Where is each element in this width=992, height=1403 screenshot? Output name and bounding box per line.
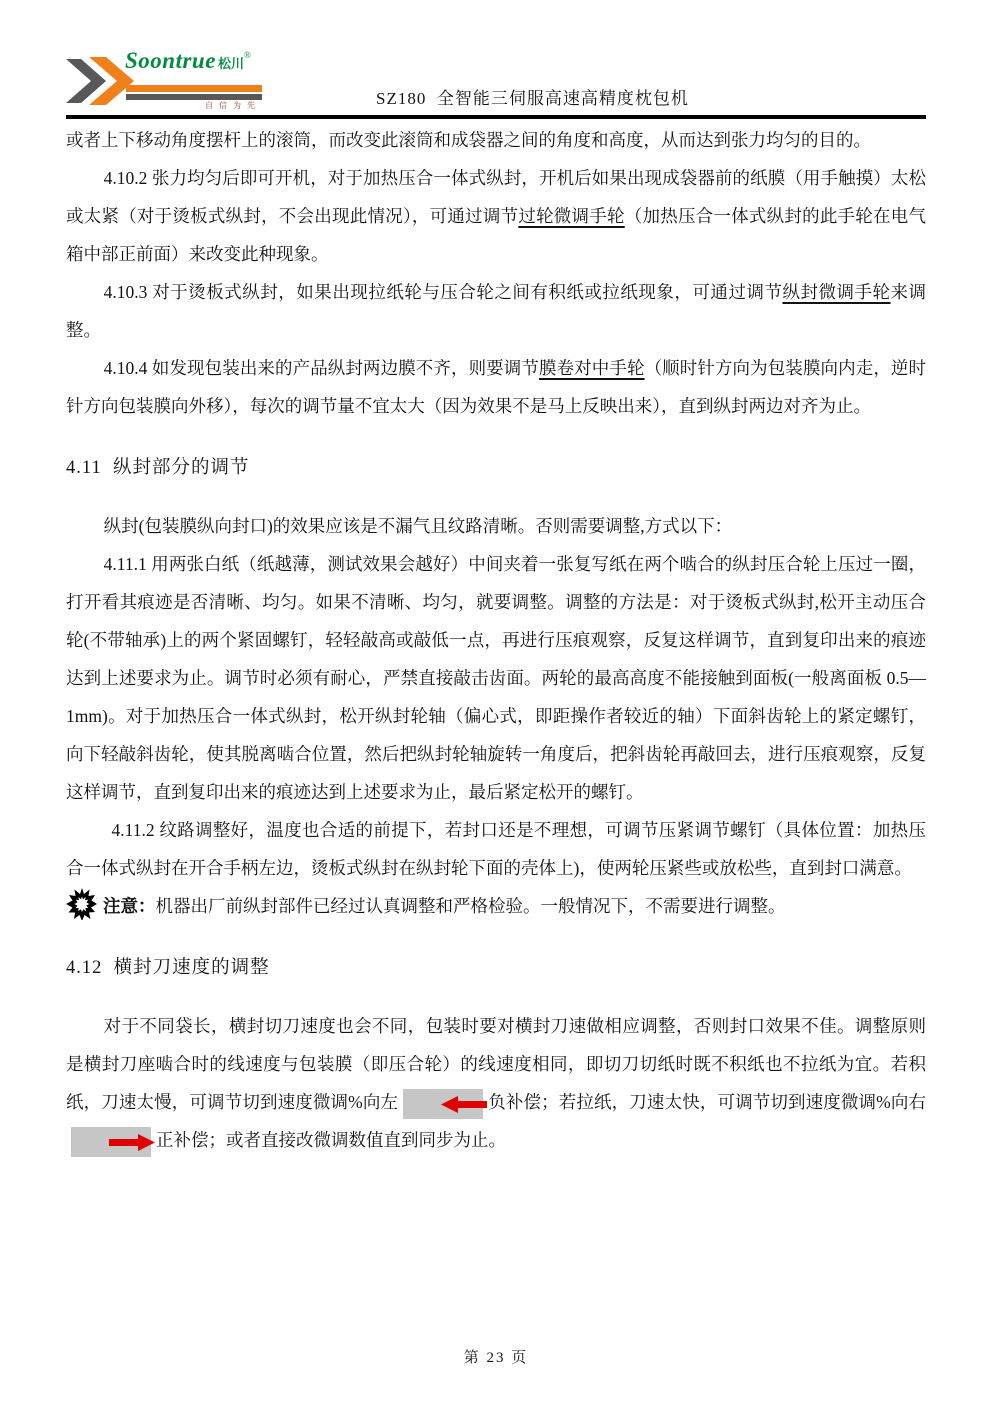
underlined-film-centering-handwheel: 膜卷对中手轮	[538, 358, 645, 378]
note-text: 机器出厂前纵封部件已经过认真调整和严格检验。一般情况下，不需要进行调整。	[155, 896, 786, 916]
para-4-12-part2: 负补偿；若拉纸，刀速太快，可调节切到速度微调%向右	[488, 1092, 927, 1112]
para-4-10-4-text-before: 4.10.4 如发现包装出来的产品纵封两边膜不齐，则要调节	[103, 358, 539, 378]
para-4-10-2-text-after: （加热压合一体式纵封的此手轮在电气箱中部正前面）来改变此种现象。	[66, 206, 926, 264]
left-arrow-icon	[403, 1089, 483, 1119]
para-4-10-3	[66, 273, 926, 349]
para-4-11-2: 4.11.2 纹路调整好，温度也合适的前提下，若封口还是不理想，可调节压紧调节螺钉（具体位置：加热压合一体式纵封在开合手柄左边，烫板式纵封在纵封轮下面的壳体上)，使两轮压紧些或放松些，直到封口满意。	[66, 820, 926, 878]
para-4-12-part3: 正补偿；或者直接改微调数值直到同步为止。	[156, 1130, 506, 1150]
page-number: 第 23 页	[463, 1350, 529, 1366]
heading-4-11: 4.11 纵封部分的调节	[66, 458, 250, 478]
page-header	[0, 0, 992, 120]
para-4-10-2-text-before: 4.10.2 张力均匀后即可开机，对于加热压合一体式纵封，开机后如果出现成袋器前的纸膜（用手触摸）太松或太紧（对于烫板式纵封，不会出现此情况），可通过调节	[66, 168, 926, 226]
para-4-10-3-text-after: 来调整。	[66, 282, 927, 340]
soontrue-logo	[62, 48, 267, 114]
page-footer	[0, 1346, 992, 1367]
para-4-10-4	[66, 349, 926, 425]
underlined-overwheel-handwheel: 过轮微调手轮	[518, 206, 625, 226]
note-line	[66, 887, 926, 925]
para-4-12-part1: 对于不同袋长，横封切刀速度也会不同，包装时要对横封刀速做相应调整，否则封口效果不佳。调整原则是横封刀座啮合时的线速度与包装膜（即压合轮）的线速度相同，即切刀切纸时既不积纸也不拉纸为宜。若积纸，刀速太慢，可调节切到速度微调%向左	[66, 1016, 926, 1112]
logo-slogan: 自信为先	[205, 101, 261, 110]
right-arrow-icon	[71, 1127, 151, 1157]
para-4-11-intro: 纵封(包装膜纵向封口)的效果应该是不漏气且纹路清晰。否则需要调整,方式以下：	[103, 516, 733, 536]
para-4-10-2	[66, 159, 926, 273]
heading-4-12: 4.12 横封刀速度的调整	[66, 958, 270, 978]
brand-name-cn: 松川	[217, 56, 244, 71]
para-4-10-3-text-before: 4.10.3 对于烫板式纵封，如果出现拉纸轮与压合轮之间有积纸或拉纸现象，可通过调节	[103, 282, 783, 302]
para-4-12	[66, 1007, 926, 1159]
logo-wordmark	[125, 48, 251, 74]
header-divider	[66, 115, 926, 119]
para-4-11-1: 4.11.1 用两张白纸（纸越薄，测试效果会越好）中间夹着一张复写纸在两个啮合的纵封压合轮上压过一圈，打开看其痕迹是否清晰、均匀。如果不清晰、均匀，就要调整。调整的方法是：对于烫板式纵封,松开主动压合轮(不带轴承)上的两个紧固螺钉，轻轻敲高或敲低一点，再进行压痕观察，反复这样调节，直到复印出来的痕迹达到上述要求为止。调节时必须有耐心，严禁直接敲击齿面。两轮的最高高度不能接触到面板(一般离面板 0.5—1mm)。对于加热压合一体式纵封，松开纵封轮轴（偏心式，即距操作者较近的轴）下面斜齿轮上的紧定螺钉，向下轻敲斜齿轮，使其脱离啮合位置，然后把纵封轮轴旋转一角度后，把斜齿轮再敲回去，进行压痕观察，反复这样调节，直到复印出来的痕迹达到上述要求为止，最后紧定松开的螺钉。	[66, 554, 926, 802]
para-tension-goal: 或者上下移动角度摆杆上的滚筒，而改变此滚筒和成袋器之间的角度和高度，从而达到张力均匀的目的。	[66, 130, 871, 150]
underlined-longseal-handwheel: 纵封微调手轮	[782, 282, 891, 302]
registered-mark: ®	[243, 50, 251, 60]
document-body	[66, 121, 926, 1159]
document-title: SZ180 全智能三伺服高速高精度枕包机	[376, 89, 689, 108]
para-4-10-4-text-after: （顺时针方向为包装膜向内走，逆时针方向包装膜向外移），每次的调节量不宜太大（因为效果不是马上反映出来），直到纵封两边对齐为止。	[66, 358, 927, 416]
brand-name-en: Soontrue	[125, 48, 216, 73]
note-label: 注意：	[103, 896, 156, 916]
burst-note-icon	[66, 888, 98, 920]
